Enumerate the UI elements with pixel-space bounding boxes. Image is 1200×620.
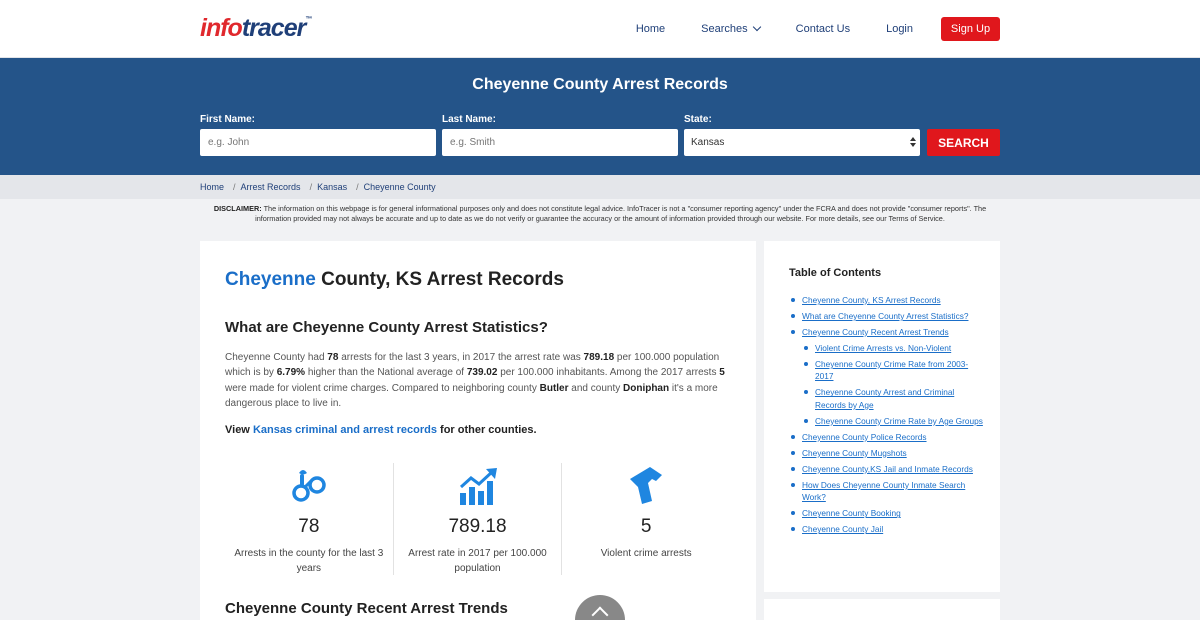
stat-arrest-rate-value: 789.18 bbox=[448, 516, 507, 537]
statistics-heading: What are Cheyenne County Arrest Statistics? bbox=[225, 319, 548, 336]
stat-arrests-value: 78 bbox=[298, 516, 320, 537]
stat-arrest-rate bbox=[393, 463, 562, 575]
toc-item: Cheyenne County, KS Arrest Records bbox=[790, 294, 985, 306]
breadcrumb-arrest-records[interactable]: Arrest Records bbox=[240, 182, 301, 192]
main-content-card bbox=[200, 241, 756, 620]
terms-of-service-link[interactable]: Terms of Service bbox=[888, 214, 943, 223]
search-hero bbox=[0, 58, 1200, 175]
toc-subitem: Violent Crime Arrests vs. Non-Violent bbox=[803, 342, 985, 354]
content-heading: Cheyenne County, KS Arrest Records bbox=[225, 269, 564, 290]
gun-icon bbox=[562, 463, 730, 505]
breadcrumb-current: Cheyenne County bbox=[363, 182, 436, 192]
handcuffs-icon bbox=[225, 463, 393, 505]
breadcrumb-home[interactable]: Home bbox=[200, 182, 225, 192]
stat-violent bbox=[561, 463, 730, 575]
breadcrumb-kansas[interactable]: Kansas bbox=[317, 182, 348, 192]
toc-item: Cheyenne County Jail bbox=[790, 523, 985, 535]
toc-item: Cheyenne County Police Records bbox=[790, 431, 985, 443]
view-other-counties: View Kansas criminal and arrest records for other counties. bbox=[225, 424, 537, 436]
last-name-input[interactable] bbox=[442, 129, 678, 156]
toc-item: Cheyenne County Booking bbox=[790, 507, 985, 519]
main-nav bbox=[636, 17, 1000, 41]
toc-item: How Does Cheyenne County Inmate Search Work? bbox=[790, 479, 985, 504]
trends-heading: Cheyenne County Recent Arrest Trends bbox=[225, 600, 508, 617]
toc-item: Cheyenne County Recent Arrest Trends bbox=[790, 326, 985, 338]
sidebar-card bbox=[764, 599, 1000, 620]
stats-row bbox=[225, 463, 730, 575]
stat-arrests bbox=[225, 463, 393, 575]
page-title: Cheyenne County Arrest Records bbox=[472, 76, 728, 93]
chart-up-icon bbox=[394, 463, 562, 505]
first-name-label: First Name: bbox=[200, 114, 256, 125]
nav-contact-link[interactable]: Contact Us bbox=[795, 23, 851, 35]
toc-subitem: Cheyenne County Crime Rate from 2003-2017 bbox=[803, 358, 985, 383]
state-label: State: bbox=[684, 114, 712, 125]
toc-list bbox=[790, 294, 985, 539]
nav-searches-dropdown[interactable]: Searches bbox=[701, 23, 759, 35]
toc-item: Cheyenne County,KS Jail and Inmate Records bbox=[790, 463, 985, 475]
toc-item: Cheyenne County Mugshots bbox=[790, 447, 985, 459]
state-select[interactable]: Kansas bbox=[684, 129, 920, 156]
stat-violent-value: 5 bbox=[640, 516, 652, 537]
chevron-down-icon bbox=[752, 23, 760, 31]
first-name-input[interactable] bbox=[200, 129, 436, 156]
table-of-contents bbox=[764, 241, 1000, 592]
stat-violent-label: Violent crime arrests bbox=[600, 548, 692, 559]
nav-login-link[interactable]: Login bbox=[886, 23, 913, 35]
select-arrows-icon bbox=[910, 137, 916, 147]
toc-subitem: Cheyenne County Crime Rate by Age Groups bbox=[803, 415, 985, 427]
toc-item: What are Cheyenne County Arrest Statistics? bbox=[790, 310, 985, 322]
search-button[interactable]: SEARCH bbox=[927, 129, 1000, 156]
kansas-records-link[interactable]: Kansas criminal and arrest records bbox=[252, 424, 437, 436]
toc-title: Table of Contents bbox=[789, 267, 882, 279]
toc-subitem: Cheyenne County Arrest and Criminal Records by Age bbox=[803, 386, 985, 411]
chevron-up-icon bbox=[592, 607, 609, 620]
disclaimer: DISCLAIMER: The information on this webpage is for general informational purposes only and does not constitute legal advice. InfoTracer is not a "consumer reporting agency" under the FCRA and does not provide "consumer reports". The information provided may not always be accurate and up to date as we do not verify or guarantee the accuracy or the amount of information provided through our website. For more details, see our Terms of Service. bbox=[213, 204, 987, 223]
breadcrumb: Home / Arrest Records / Kansas / Cheyenne County bbox=[200, 182, 436, 192]
infotracer-logo[interactable]: info tracer ™ bbox=[200, 13, 312, 42]
signup-button[interactable]: Sign Up bbox=[941, 17, 1000, 41]
breadcrumb-bar bbox=[0, 175, 1200, 199]
stat-arrests-label: Arrests in the county for the last 3 years bbox=[234, 548, 384, 574]
stat-arrest-rate-label: Arrest rate in 2017 per 100.000 population bbox=[408, 548, 547, 574]
statistics-paragraph: Cheyenne County had 78 arrests for the last 3 years, in 2017 the arrest rate was 789.18 per 100.000 population which is by 6.79% higher than the National average of 739.02 per 100.000 inhabitants. Among the 2017 arrests 5 were made for violent crime charges. Compared to neighboring county Butler and county Doniphan it's a more dangerous place to live in. bbox=[225, 352, 725, 409]
top-navigation-bar bbox=[0, 0, 1200, 58]
last-name-label: Last Name: bbox=[442, 114, 496, 125]
nav-home-link[interactable]: Home bbox=[635, 23, 666, 35]
